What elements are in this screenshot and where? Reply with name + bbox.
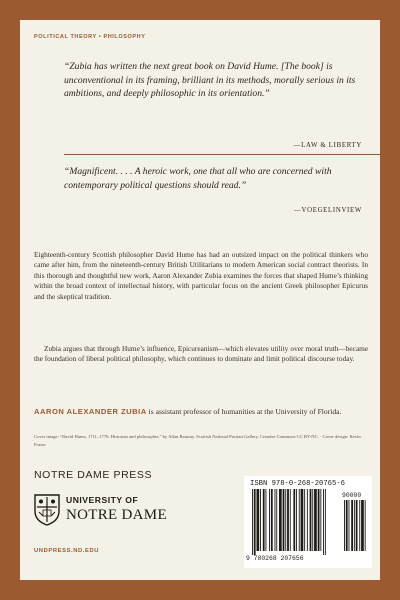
author-name: AARON ALEXANDER ZUBIA — [34, 407, 147, 416]
review-quote-1: “Zubia has written the next great book on David Hume. [The book] is unconventional in its framing, brilliant in its methods, morally serious in its ambitions, and deeply philosophic in its orientation.” — [64, 61, 356, 100]
category-label: POLITICAL THEORY • PHILOSOPHY — [34, 34, 146, 40]
shield-icon — [34, 494, 60, 526]
logo-university-of: UNIVERSITY OF — [66, 495, 139, 505]
press-name: NOTRE DAME PRESS — [34, 469, 153, 481]
barcode-digits: 9 780268 207656 — [246, 555, 304, 562]
press-url: UNDPRESS.ND.EDU — [34, 548, 100, 554]
author-bio — [34, 406, 368, 417]
review-quote-2: “Magnificent. . . . A heroic work, one that all who are concerned with contemporary political questions should read.” — [64, 166, 332, 191]
ean13-bars — [252, 489, 326, 555]
quote-divider — [64, 154, 380, 155]
description-paragraph-2: Zubia argues that through Hume’s influence, Epicureanism—which elevates utility over moral truth—became the foundation of liberal political philosophy, which continues to dominate and limit political discourse today. — [34, 344, 368, 364]
description-paragraph-1: Eighteenth-century Scottish philosopher David Hume has had an outsized impact on the political thinkers who came after him, from the nineteenth-century British Utilitarians to modern American social contract theorists. In this thorough and thoughtful new work, Aaron Alexander Zubia examines the forces that shaped Hume’s thinking within the broad context of intellectual history, with particular focus on the ancient Greek philosopher Epicurus and the skeptical tradition. — [34, 250, 368, 301]
author-bio-text: is assistant professor of humanities at the University of Florida. — [146, 407, 342, 416]
university-logo — [34, 492, 167, 534]
review-attribution-1: —LAW & LIBERTY — [293, 142, 362, 149]
back-cover — [20, 20, 380, 580]
barcode-block — [244, 476, 372, 568]
review-attribution-2: —VOEGELINVIEW — [294, 207, 362, 214]
isbn-text: ISBN 978-0-268-20765-6 — [250, 480, 345, 488]
price-code-text: 90000 — [342, 492, 362, 499]
logo-notre-dame: NOTRE DAME — [66, 507, 167, 523]
cover-credits: Cover image: “David Hume, 1711–1776. Historian and philosopher,” by Allan Ramsay. Scottish National Portrait Gallery, Creative Commons CC BY-NC. · Cover design: Kevin Fraser. — [34, 434, 361, 447]
price-code-bars — [344, 500, 366, 551]
